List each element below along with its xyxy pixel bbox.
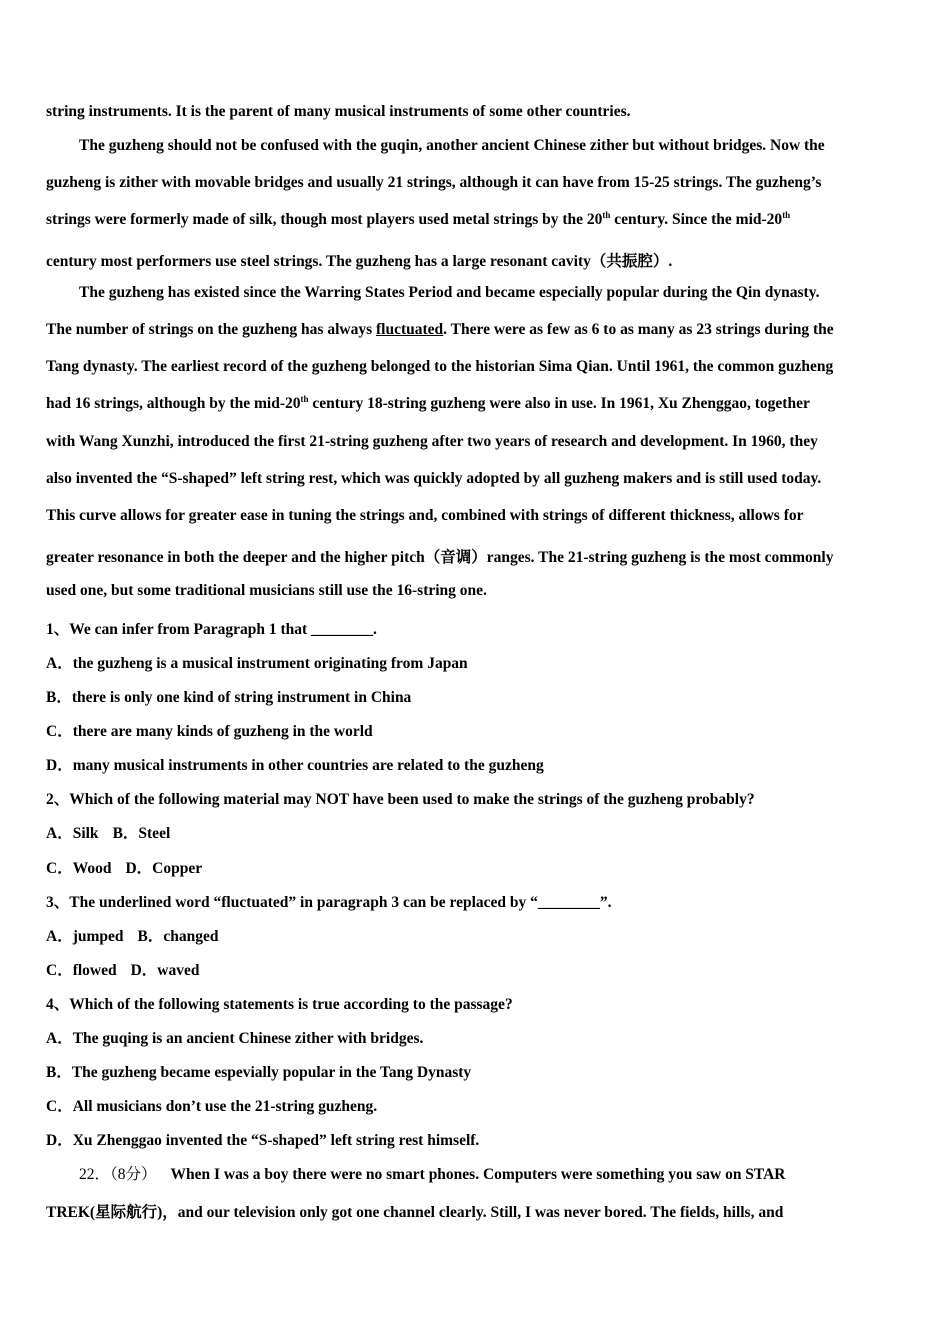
- question-2-options-ab: [46, 821, 170, 843]
- question-3-stem: 3、The underlined word “fluctuated” in paragraph 3 can be replaced by “________”.: [46, 894, 612, 911]
- passage-p3-line-1: The guzheng has existed since the Warring States Period and became especially popular during the Qin dynasty.: [79, 284, 820, 301]
- passage-p3-line-4: had 16 strings, although by the mid-20th century 18-string guzheng were also in use. In 1961, Xu Zhenggao, together: [46, 393, 810, 412]
- question-1-option-b: B．there is only one kind of string instrument in China: [46, 689, 412, 706]
- question-3-option-b: B．changed: [137, 928, 219, 945]
- section-number: 22．（8分）: [79, 1166, 157, 1183]
- passage-p3-line-8: greater resonance in both the deeper and the higher pitch（音调）ranges. The 21-string guzheng is the most commonly: [46, 549, 834, 566]
- question-3-option-d: D．waved: [130, 962, 200, 979]
- passage-p1-line: string instruments. It is the parent of many musical instruments of some other countries.: [46, 103, 631, 120]
- passage-p3-line-6: also invented the “S-shaped” left string rest, which was quickly adopted by all guzheng makers and is still used today.: [46, 470, 822, 487]
- question-3-option-a: A．jumped: [46, 928, 124, 945]
- passage-p2-line-2: guzheng is zither with movable bridges and usually 21 strings, although it can have from 15-25 strings. The guzheng’s: [46, 174, 822, 191]
- question-4-option-a: A．The guqing is an ancient Chinese zither with bridges.: [46, 1030, 424, 1047]
- question-2-option-a: A．Silk: [46, 825, 99, 842]
- question-1-stem: 1、We can infer from Paragraph 1 that ________.: [46, 621, 377, 638]
- passage-p3-line-7: This curve allows for greater ease in tuning the strings and, combined with strings of different thickness, allows for: [46, 507, 804, 524]
- passage-p3-line-9: used one, but some traditional musicians still use the 16-string one.: [46, 582, 487, 599]
- question-2-stem: 2、Which of the following material may NOT have been used to make the strings of the guzheng probably?: [46, 791, 755, 808]
- passage-p3-line-3: Tang dynasty. The earliest record of the guzheng belonged to the historian Sima Qian. Until 1961, the common guzheng: [46, 358, 834, 375]
- question-4-option-b: B．The guzheng became espevially popular in the Tang Dynasty: [46, 1064, 472, 1081]
- passage-p3-line-5: with Wang Xunzhi, introduced the first 21-string guzheng after two years of research and development. In 1960, they: [46, 433, 818, 450]
- question-2-options-cd: [46, 856, 202, 878]
- passage-p2-line-1: The guzheng should not be confused with the guqin, another ancient Chinese zither but without bridges. Now the: [79, 137, 825, 154]
- question-3-option-c: C．flowed: [46, 962, 117, 979]
- section-22-line-2: TREK(星际航行)，and our television only got one channel clearly. Still, I was never bored. The fields, hills, and: [46, 1204, 784, 1221]
- question-4-option-d: D．Xu Zhenggao invented the “S-shaped” left string rest himself.: [46, 1132, 480, 1149]
- section-22-line-1: 22．（8分） When I was a boy there were no smart phones. Computers were something you saw on STAR: [79, 1166, 786, 1183]
- question-2-option-d: D．Copper: [125, 860, 203, 877]
- question-2-option-b: B．Steel: [112, 825, 171, 842]
- question-3-options-ab: [46, 924, 218, 946]
- question-3-options-cd: [46, 958, 200, 980]
- passage-p3-line-2: The number of strings on the guzheng has always fluctuated. There were as few as 6 to as many as 23 strings during the: [46, 321, 834, 338]
- passage-p2-line-3: strings were formerly made of silk, though most players used metal strings by the 20th century. Since the mid-20th: [46, 209, 791, 228]
- question-1-option-d: D．many musical instruments in other countries are related to the guzheng: [46, 757, 544, 774]
- question-2-option-c: C．Wood: [46, 860, 112, 877]
- passage-p2-line-4: century most performers use steel strings. The guzheng has a large resonant cavity（共振腔）.: [46, 253, 673, 270]
- question-4-stem: 4、Which of the following statements is true according to the passage?: [46, 996, 513, 1013]
- question-1-option-c: C．there are many kinds of guzheng in the world: [46, 723, 373, 740]
- question-4-option-c: C．All musicians don’t use the 21-string guzheng.: [46, 1098, 378, 1115]
- underlined-word: fluctuated: [376, 321, 444, 338]
- question-1-option-a: A．the guzheng is a musical instrument originating from Japan: [46, 655, 468, 672]
